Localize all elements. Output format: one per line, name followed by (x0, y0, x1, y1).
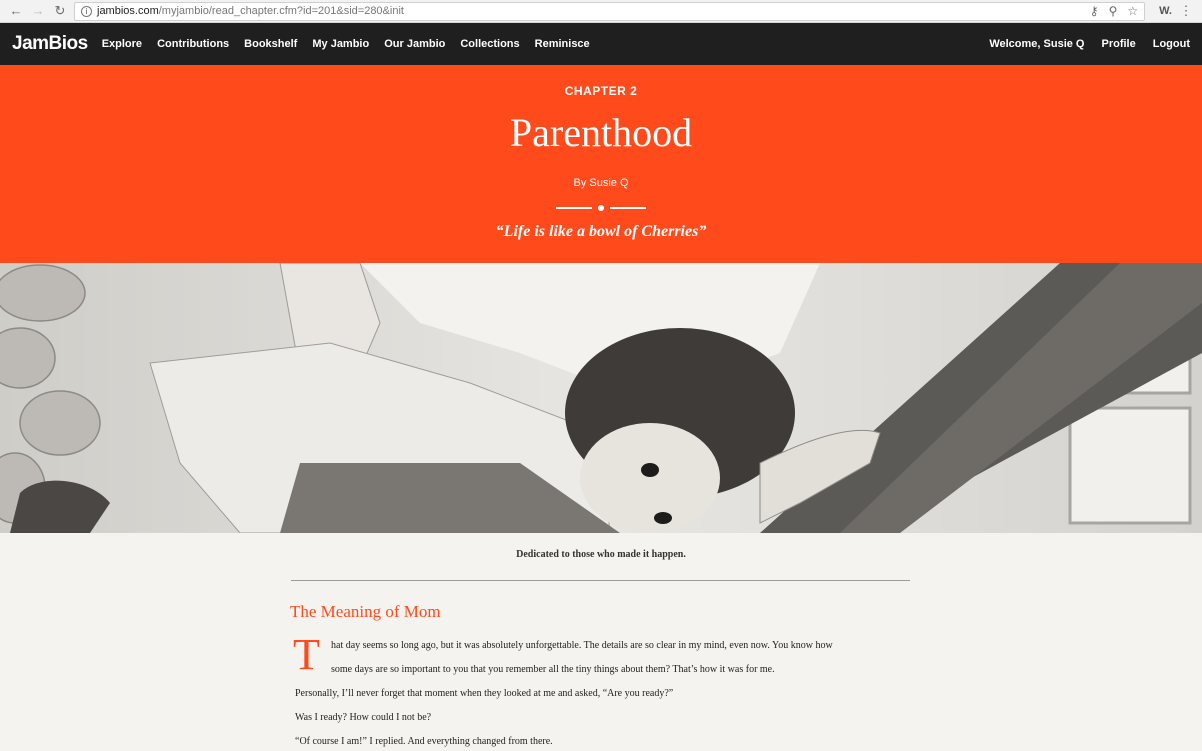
bookmark-star-icon[interactable]: ☆ (1127, 4, 1139, 18)
welcome-text: Welcome, Susie Q (989, 38, 1085, 50)
nav-collections[interactable]: Collections (460, 38, 520, 50)
dedication-text: Dedicated to those who made it happen. (516, 549, 686, 560)
site-logo[interactable]: JamBios (12, 33, 88, 54)
address-bar[interactable] (74, 2, 1145, 21)
paragraph-3: Was I ready? How could I not be? (295, 712, 432, 723)
url-host: jambios.com (97, 5, 159, 17)
nav-bookshelf[interactable]: Bookshelf (244, 38, 298, 50)
paragraph-2: Personally, I’ll never forget that moment when they looked at me and asked, “Are you ready?” (295, 688, 674, 699)
chapter-label: CHAPTER 2 (564, 84, 638, 98)
nav-our-jambio[interactable]: Our Jambio (384, 38, 446, 50)
paragraph-1-line-1: hat day seems so long ago, but it was absolutely unforgettable. The details are so clear in my mind, even now. You know how (331, 640, 833, 651)
logout-link[interactable]: Logout (1152, 38, 1190, 50)
paragraph-1-line-2: some days are so important to you that you remember all the tiny things about them? That’s how it was for me. (331, 664, 775, 675)
reload-icon[interactable]: ↻ (54, 3, 66, 18)
site-header (0, 23, 1202, 65)
section-title: The Meaning of Mom (290, 602, 441, 621)
back-arrow-icon[interactable]: ← (9, 3, 23, 18)
content-divider (291, 580, 910, 581)
chapter-photo (0, 263, 1202, 533)
nav-reminisce[interactable]: Reminisce (534, 38, 590, 50)
key-icon[interactable]: ⚷ (1089, 4, 1099, 18)
main-nav (102, 38, 590, 50)
divider-dot (598, 205, 604, 211)
menu-dots-icon[interactable]: ⋮ (1179, 3, 1193, 18)
extension-icon[interactable]: W. (1159, 5, 1172, 17)
nav-contributions[interactable]: Contributions (157, 38, 230, 50)
zoom-icon[interactable]: ⚲ (1108, 4, 1118, 18)
chapter-title: Parenthood (509, 110, 693, 155)
author-byline: By Susie Q (573, 177, 629, 189)
paragraph-1 (331, 634, 911, 682)
user-nav (989, 38, 1190, 50)
drop-cap: T (293, 630, 320, 679)
forward-arrow-icon[interactable]: → (31, 3, 45, 18)
url-path: /myjambio/read_chapter.cfm?id=201&sid=280&init (158, 5, 404, 17)
info-icon[interactable]: i (81, 6, 92, 17)
nav-my-jambio[interactable]: My Jambio (312, 38, 370, 50)
divider-line-left (556, 207, 592, 209)
chapter-quote: “Life is like a bowl of Cherries” (495, 223, 707, 240)
chapter-hero (0, 65, 1202, 263)
nav-explore[interactable]: Explore (101, 38, 143, 50)
photo-illustration (0, 263, 1202, 533)
divider-ornament (0, 205, 1202, 211)
chapter-content (0, 533, 1202, 751)
divider-line-right (610, 207, 646, 209)
profile-link[interactable]: Profile (1101, 38, 1136, 50)
browser-toolbar (0, 0, 1202, 23)
paragraph-4: “Of course I am!” I replied. And everything changed from there. (295, 736, 553, 747)
